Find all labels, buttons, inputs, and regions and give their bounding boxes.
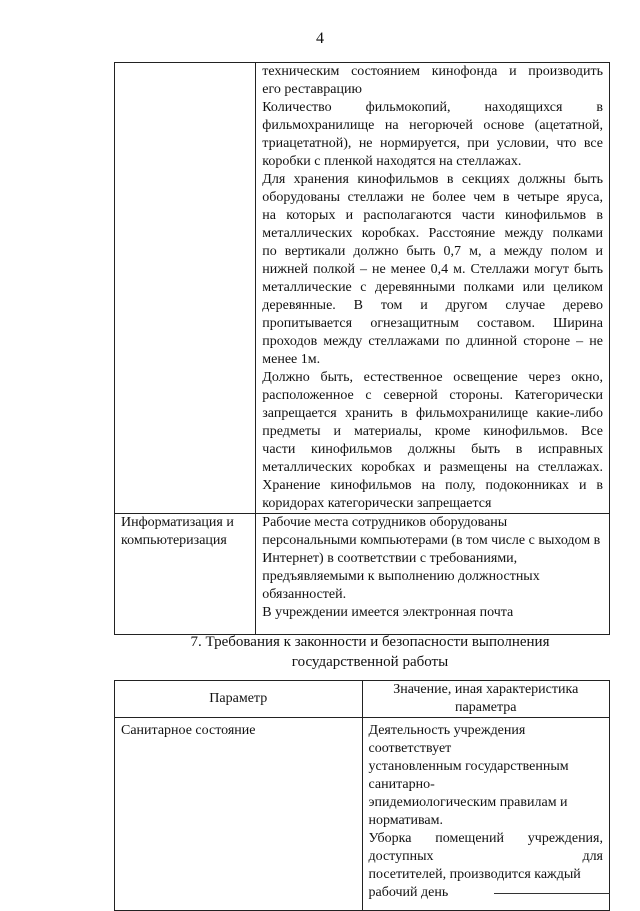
section-title-line: 7. Требования к законности и безопасности выполнения [190, 634, 550, 650]
table-row [115, 718, 610, 911]
text-line: части кинофильмов должны быть в исправных [262, 442, 603, 457]
text-line: расположенное с северной стороны. Категорически [262, 388, 603, 403]
legality-safety-table [114, 680, 610, 911]
page-number: 4 [316, 30, 324, 47]
paragraph-workplaces: Рабочие места сотрудников оборудованы персональными компьютерами (в том числе с выходом в Интернет) в соответствии с требованиями, предъявляемыми к выполнению должностных обязанностей. [262, 515, 601, 602]
paragraph-lighting [262, 369, 603, 513]
column-header-parameter: Параметр [115, 681, 363, 718]
text-line: металлических коробках и размещены на стеллажах. [262, 460, 603, 475]
text-line: Уборка помещений учреждения, доступных для [368, 831, 603, 864]
paragraph-restoration [262, 63, 603, 99]
table-cell-value [256, 63, 610, 514]
text-line: металлические с деревянными полками или целиком [262, 280, 603, 295]
text-line: посетителей, производится каждый рабочий день [368, 867, 581, 900]
text-line: Должно быть, естественное освещение через окно, [262, 370, 603, 385]
paragraph-cleaning [369, 830, 604, 902]
text-line: менее 1м. [262, 352, 321, 367]
text-line: оборудованы стеллажи не более чем в четыре яруса, [262, 190, 603, 205]
text-line: его реставрацию [262, 82, 362, 97]
section-title [120, 632, 620, 672]
paragraph-film-copies [262, 99, 603, 171]
table-cell-parameter [115, 63, 256, 514]
text-line: металлических коробках. Расстояние между полками [262, 226, 603, 241]
text-line: Хранение кинофильмов на полу, подоконниках и в [262, 478, 603, 493]
paragraph-email: В учреждении имеется электронная почта [262, 605, 514, 620]
table-cell-value [362, 718, 610, 911]
text-line: коридорах категорически запрещается [262, 496, 492, 511]
table-cell-parameter: Информатизация и компьютеризация [115, 514, 256, 635]
table-row [115, 514, 610, 635]
text-line: коробки с пленкой находятся на стеллажах. [262, 154, 522, 169]
requirements-table [114, 62, 610, 635]
section-title-line: государственной работы [291, 654, 449, 670]
text-line: установленным государственным санитарно- [368, 759, 569, 792]
text-line: Для хранения кинофильмов в секциях должны быть [262, 172, 603, 187]
footer-divider [494, 893, 610, 894]
text-line: запрещается хранить в фильмохранилище какие-либо [262, 406, 603, 421]
text-line: эпидемиологическим правилам и нормативам. [368, 795, 568, 828]
text-line: триацетатной), не нормируется, при условии, что все [262, 136, 603, 151]
table-cell-parameter: Санитарное состояние [115, 718, 363, 911]
text-line: фильмохранилище на негорючей основе (ацетатной, [262, 118, 603, 133]
paragraph-shelving [262, 171, 603, 369]
text-line: пропитывается огнезащитным составом. Ширина [262, 316, 603, 331]
text-line: предметы и материалы, кроме кинофильмов. Все [262, 424, 603, 439]
text-line: Деятельность учреждения соответствует [368, 723, 526, 756]
text-line: проходов между стеллажами по длинной стороне – не [262, 334, 603, 349]
text-line: на которых и располагаются части кинофильмов в [262, 208, 603, 223]
table-row [115, 63, 610, 514]
table-cell-value [256, 514, 610, 635]
column-header-value: Значение, иная характеристика параметра [362, 681, 610, 718]
text-line: техническим состоянием кинофонда и производить [262, 64, 603, 79]
paragraph-sanitary [369, 722, 604, 830]
text-line: деревянные. В том и другом случае дерево [262, 298, 603, 313]
text-line: Количество фильмокопий, находящихся в [262, 100, 603, 115]
text-line: нижней полкой – не менее 0,4 м. Стеллажи могут быть [262, 262, 603, 277]
text-line: по вертикали должно быть 0,7 м, а между полом и [262, 244, 603, 259]
table-header-row [115, 681, 610, 718]
